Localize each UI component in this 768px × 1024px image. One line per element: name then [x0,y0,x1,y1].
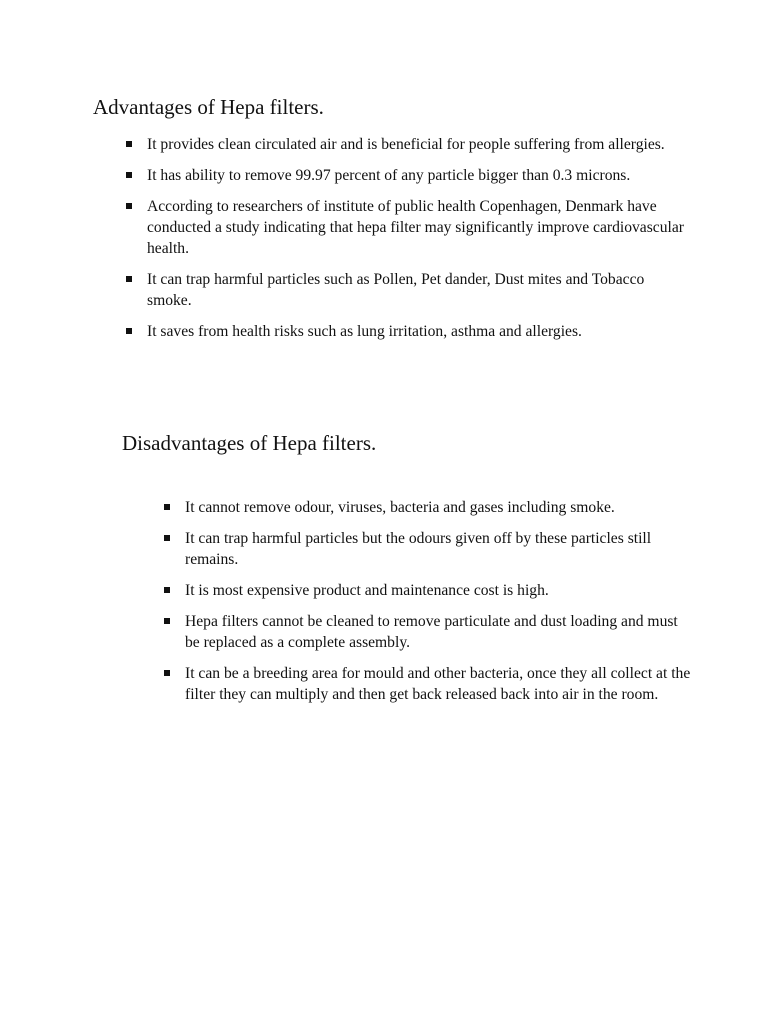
list-item [185,611,695,653]
list-item [185,580,695,601]
list-item-text: According to researchers of institute of public health Copenhagen, Denmark have conducted a study indicating that hepa filter may significantly improve cardiovascular health. [147,198,684,257]
square-bullet-icon [126,172,132,178]
square-bullet-icon [126,276,132,282]
list-item-text: It can be a breeding area for mould and other bacteria, once they all collect at the filter they can multiply and then get back released back into air in the room. [185,665,691,703]
square-bullet-icon [126,203,132,209]
disadvantages-heading: Disadvantages of Hepa filters. [122,431,377,455]
list-item-text: It provides clean circulated air and is beneficial for people suffering from allergies. [147,136,665,153]
square-bullet-icon [126,141,132,147]
list-item-text: It has ability to remove 99.97 percent of any particle bigger than 0.3 microns. [147,167,631,184]
square-bullet-icon [164,587,170,593]
list-item-text: It can trap harmful particles but the odours given off by these particles still remains. [185,530,652,568]
list-item-text: It saves from health risks such as lung irritation, asthma and allergies. [147,323,582,340]
list-item-text: It cannot remove odour, viruses, bacteria and gases including smoke. [185,499,615,516]
square-bullet-icon [126,328,132,334]
list-item-text: It can trap harmful particles such as Pollen, Pet dander, Dust mites and Tobacco smoke. [147,271,645,309]
list-item-text: Hepa filters cannot be cleaned to remove particulate and dust loading and must be replaced as a complete assembly. [185,613,678,651]
list-item [147,134,687,155]
list-item [147,269,687,311]
advantages-list [147,134,687,342]
list-item-text: It is most expensive product and maintenance cost is high. [185,582,549,599]
advantages-heading: Advantages of Hepa filters. [93,95,324,119]
disadvantages-list [185,497,695,705]
list-item [147,196,687,259]
list-item [147,321,687,342]
list-item [185,497,695,518]
list-item [147,165,687,186]
square-bullet-icon [164,618,170,624]
list-item [185,663,695,705]
square-bullet-icon [164,670,170,676]
list-item [185,528,695,570]
square-bullet-icon [164,504,170,510]
square-bullet-icon [164,535,170,541]
